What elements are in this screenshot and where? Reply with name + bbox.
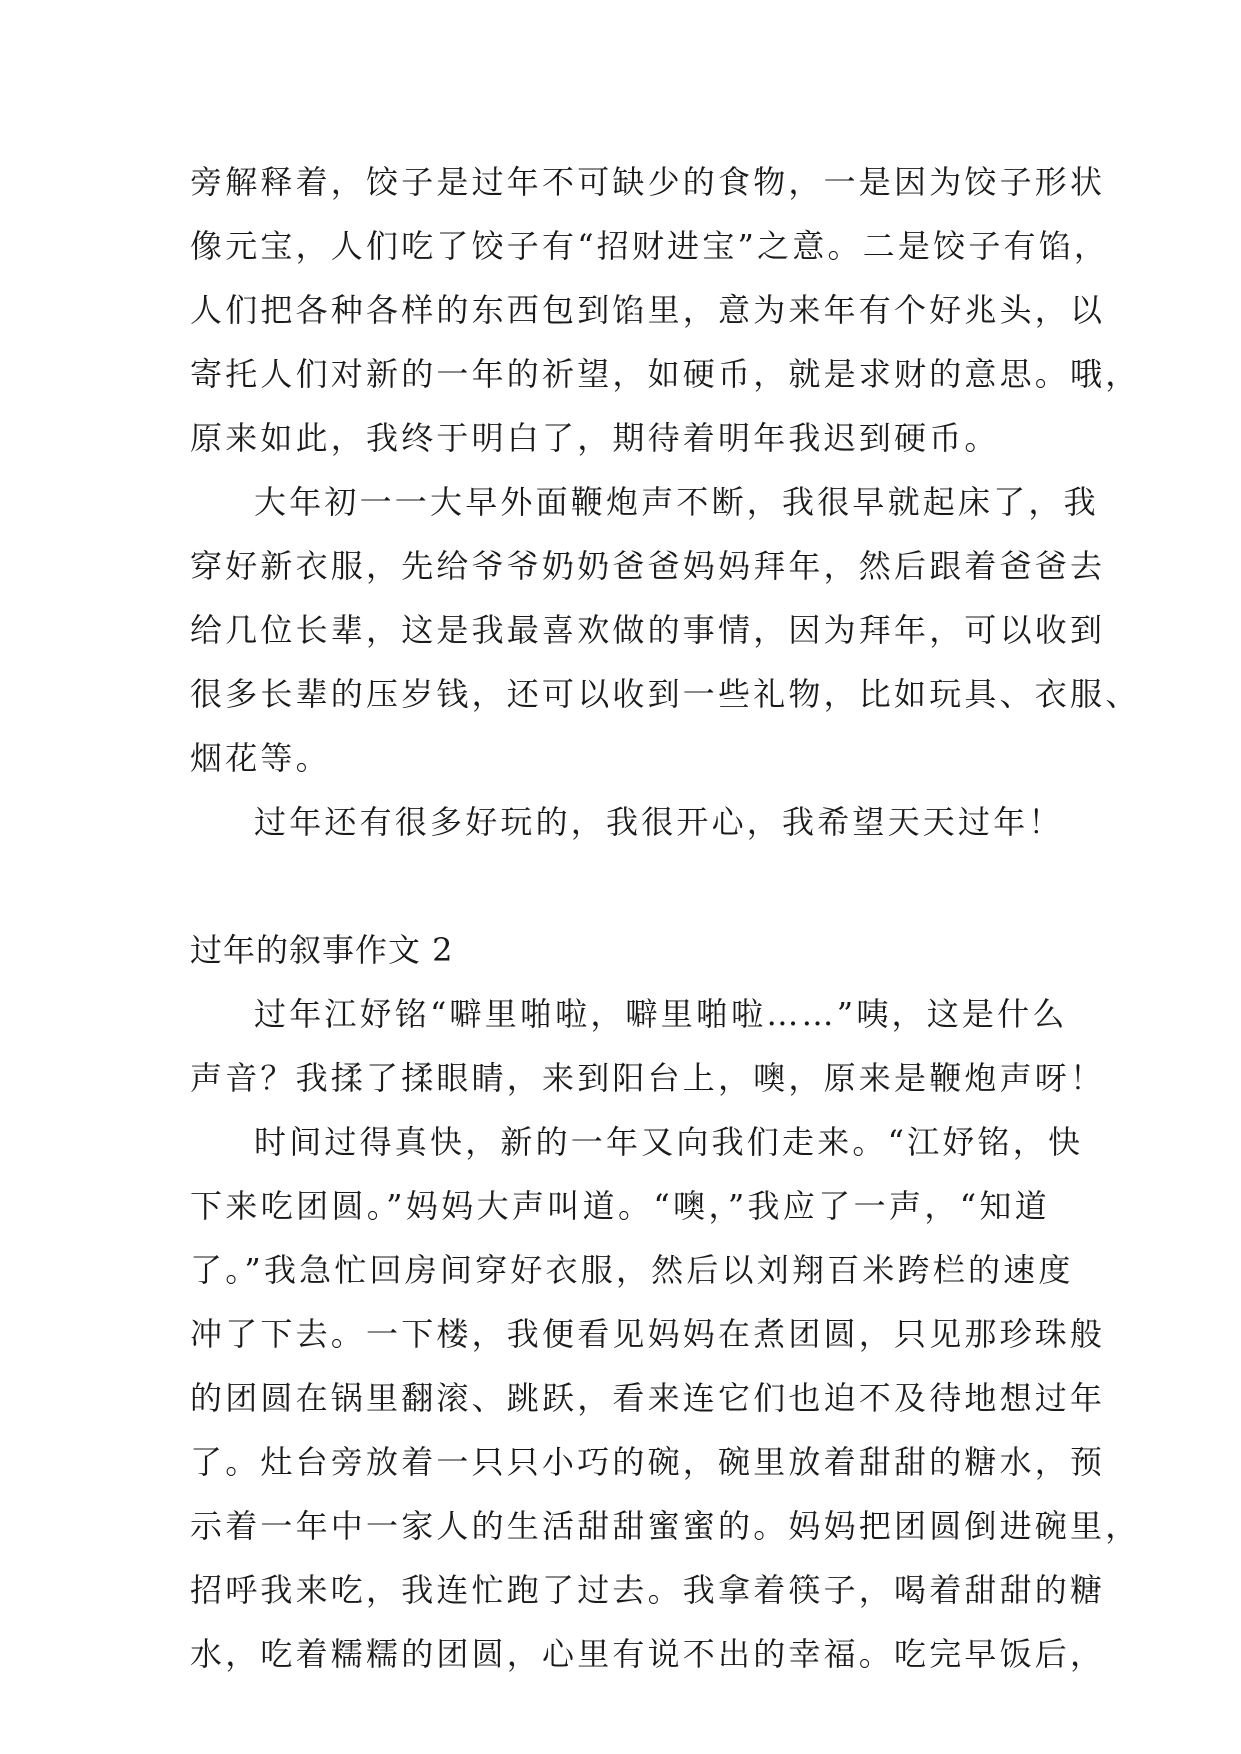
- text-line: 的团圆在锅里翻滚、跳跃，看来连它们也迫不及待地想过年: [190, 1379, 1106, 1417]
- text-line: 了。”我急忙回房间穿好衣服，然后以刘翔百米跨栏的速度: [190, 1251, 1074, 1289]
- text-line: 旁解释着，饺子是过年不可缺少的食物，一是因为饺子形状: [190, 163, 1106, 201]
- text-line: 下来吃团圆。”妈妈大声叫道。“噢，”我应了一声，“知道: [190, 1187, 1050, 1225]
- paragraph-tangyuan-breakfast: [190, 1110, 1141, 1686]
- text-line: 人们把各种各样的东西包到馅里，意为来年有个好兆头，以: [190, 291, 1106, 329]
- paragraph-firecrackers: [190, 982, 1106, 1110]
- text-line: 了。灶台旁放着一只只小巧的碗，碗里放着甜甜的糖水，预: [190, 1443, 1106, 1481]
- text-line: 原来如此，我终于明白了，期待着明年我迟到硬币。: [190, 419, 1000, 457]
- text-line: 时间过得真快，新的一年又向我们走来。“江妤铭，快: [254, 1123, 1084, 1161]
- paragraph-dumplings-explanation: [190, 150, 1141, 470]
- text-line: 很多长辈的压岁钱，还可以收到一些礼物，比如玩具、衣服、: [190, 675, 1141, 713]
- text-line: 像元宝，人们吃了饺子有“招财进宝”之意。二是饺子有馅，: [190, 227, 1110, 265]
- text-line: 大年初一一大早外面鞭炮声不断，我很早就起床了，我: [254, 483, 1099, 521]
- paragraph-conclusion: [190, 790, 1064, 854]
- document-body: [190, 150, 1141, 1686]
- text-line: 给几位长辈，这是我最喜欢做的事情，因为拜年，可以收到: [190, 611, 1106, 649]
- essay-title: 过年的叙事作文 2: [190, 931, 454, 969]
- text-line: 过年还有很多好玩的，我很开心，我希望天天过年！: [254, 803, 1064, 841]
- text-line: 水，吃着糯糯的团圆，心里有说不出的幸福。吃完早饭后，: [190, 1635, 1106, 1673]
- text-line: 示着一年中一家人的生活甜甜蜜蜜的。妈妈把团圆倒进碗里，: [190, 1507, 1141, 1545]
- text-line: 过年江妤铭“噼里啪啦，噼里啪啦……”咦，这是什么: [254, 995, 1068, 1033]
- blank-spacer: [190, 854, 1050, 918]
- text-line: 烟花等。: [190, 739, 331, 777]
- text-line: 穿好新衣服，先给爷爷奶奶爸爸妈妈拜年，然后跟着爸爸去: [190, 547, 1106, 585]
- text-line: 冲了下去。一下楼，我便看见妈妈在煮团圆，只见那珍珠般: [190, 1315, 1106, 1353]
- paragraph-new-year-morning: [190, 470, 1141, 790]
- text-line: 寄托人们对新的一年的祈望，如硬币，就是求财的意思。哦，: [190, 355, 1141, 393]
- text-line: 声音？我揉了揉眼睛，来到阳台上，噢，原来是鞭炮声呀！: [190, 1059, 1106, 1097]
- text-line: 招呼我来吃，我连忙跑了过去。我拿着筷子，喝着甜甜的糖: [190, 1571, 1106, 1609]
